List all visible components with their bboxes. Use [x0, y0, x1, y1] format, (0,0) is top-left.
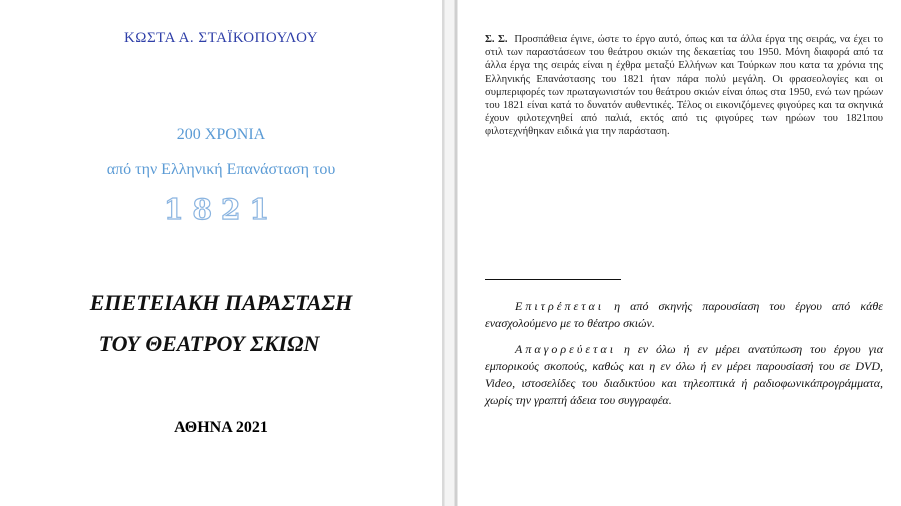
- permit-word: Επιτρέπεται: [515, 299, 605, 313]
- author-name: ΚΩΣΤΑ Α. ΣΤΑΪΚΟΠΟΥΛΟΥ: [123, 30, 319, 46]
- title-line-1: ΕΠΕΤΕΙΑΚΗ ΠΑΡΑΣΤΑΣΗ: [89, 290, 353, 315]
- anniversary-years: 200 ΧΡΟΝΙΑ: [176, 126, 266, 143]
- outlined-year: 1821: [164, 193, 278, 226]
- prohibition-notice: [485, 341, 883, 409]
- right-page: [458, 0, 901, 506]
- permit-text: η από σκηνής παρουσίαση του έργου από κάθε ενασχολούμενο με το θέατρο σκιών.: [485, 299, 883, 330]
- page-gutter: [442, 0, 458, 506]
- left-page: [0, 0, 442, 506]
- place-and-year: ΑΘΗΝΑ 2021: [174, 419, 268, 436]
- title-line-2: ΤΟΥ ΘΕΑΤΡΟΥ ΣΚΙΩΝ: [98, 331, 320, 356]
- note-label: Σ. Σ.: [485, 34, 508, 45]
- forbid-text: η εν όλω ή εν μέρει ανατύπωση του έργου για εμπορικούς σκοπούς, καθώς και η εν όλω ή εν μέρει παρουσίασή του σε DVD, Video, ιστοσελίδες του διαδικτύου και τηλεοπτικά ή ραδιοφωνικάπρογράμματα, χωρίς την γραπτή άδεια του συγγραφέα.: [485, 342, 883, 407]
- permission-notice: [485, 298, 883, 332]
- anniversary-subtitle: από την Ελληνική Επανάσταση του: [106, 161, 336, 178]
- author-note: [485, 33, 883, 139]
- footnote-rule: [485, 279, 621, 280]
- note-text: Προσπάθεια έγινε, ώστε το έργο αυτό, όπως και τα άλλα έργα της σειράς, να έχει το στιλ των παραστάσεων του θεάτρου σκιών της δεκαετίας του 1950. Μόνη διαφορά από τα άλλα έργα της σειράς είναι η έχθρα μεταξύ Ελλήνων και Τούρκων που κατα τα χρόνια της Ελληνικής Επανάστασης του 1821 ήταν πάρα πολύ μεγάλη. Οι φρασεολογίες και οι συμπεριφορές των πρωταγωνιστών του θεάτρου σκιών είναι όπως στα 1950, ενώ των ηρώων του 1821 είναι κατά το δυνατόν αυθεντικές. Τέλος οι εικονιζόμενες φιγούρες και τα σκηνικά έχουν φιλοτεχνηθεί από παλιά, εκτός από τις φιγούρες των ηρώων του 1821που φιλοτεχνήθηκαν ειδικά για την παράσταση.: [485, 34, 884, 138]
- forbid-word: Απαγορεύεται: [515, 342, 617, 356]
